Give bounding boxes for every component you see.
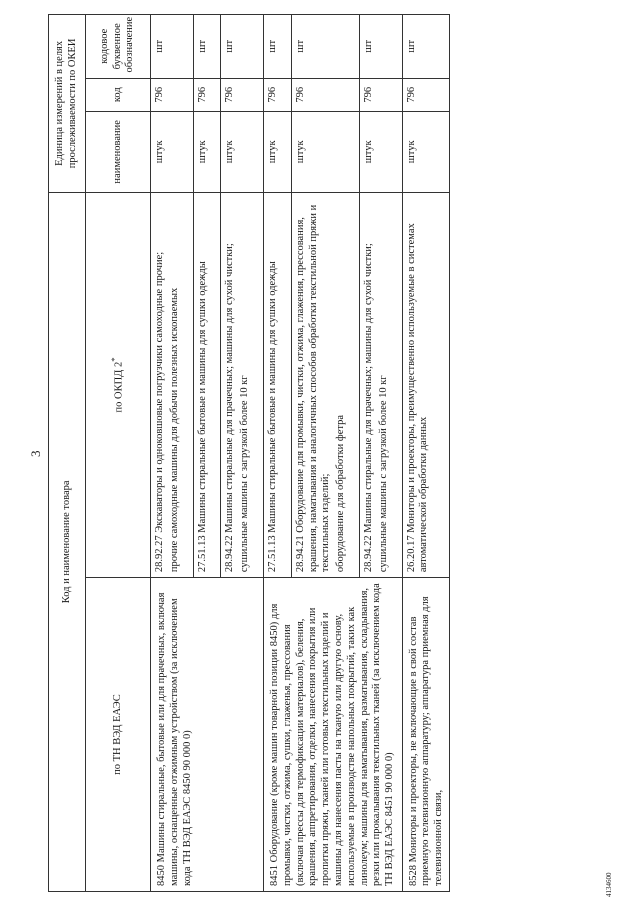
unit-code-cell: 796 bbox=[402, 78, 449, 111]
header-unit-letter: кодовое буквенное обозначение bbox=[86, 15, 151, 79]
unit-letter-cell: шт bbox=[263, 15, 291, 79]
okpd-line: 28.94.21 Оборудование для промывки, чистки, отжима, глажения, прессования, крашения, наматывания и аналогичных способов обработки текстильной пряжи и текстильных изделий; bbox=[294, 204, 332, 573]
tn-ved-cell: 8451 Оборудование (кроме машин товарной позиции 8450) для промывки, чистки, отжима, сушки, глаженья, прессования (включая прессы для термофиксации материалов), беления, крашения, аппретирования, отделки, нанесения покрытия или пропитки пряжи, тканей или готовых текстильных изделий и машины для нанесения пасты на тканую или другую основу, используемые в производстве напольных покрытий, таких как линолеум; машины для наматывания, разматывания, складывания, резки или прокалывания текстильных тканей (за исключением кода ТН ВЭД ЕАЭС 8451 90 000 0) bbox=[263, 578, 402, 892]
goods-table bbox=[48, 14, 450, 892]
okpd-spacer bbox=[184, 198, 190, 572]
okpd-cell bbox=[193, 192, 221, 577]
unit-letter-cell: шт bbox=[221, 15, 264, 79]
unit-name-cell: штук bbox=[193, 111, 221, 192]
okpd-line: оборудование для обработки фетра bbox=[335, 414, 347, 573]
unit-name-cell: штук bbox=[291, 111, 359, 192]
okpd-cell bbox=[221, 192, 264, 577]
okpd-line: 28.94.22 Машины стиральные для прачечных; машины для сухой чистки; bbox=[362, 243, 374, 573]
header-unit-name: наименование bbox=[86, 111, 151, 192]
header-unit-code: код bbox=[86, 78, 151, 111]
unit-letter-cell: шт bbox=[402, 15, 449, 79]
okpd-spacer bbox=[350, 198, 356, 572]
page-number: 3 bbox=[28, 450, 43, 457]
okpd-cell bbox=[402, 192, 449, 577]
unit-letter-cell: шт bbox=[193, 15, 221, 79]
okpd-spacer bbox=[211, 198, 217, 572]
header-unit-group: Единица измерений в целях прослеживаемости по ОКЕИ bbox=[49, 15, 86, 193]
okpd-cell bbox=[151, 192, 194, 577]
table-row bbox=[263, 15, 291, 892]
okpd-line: 26.20.17 Мониторы и проекторы, преимущественно используемые в системах автоматической обработки данных bbox=[405, 223, 430, 573]
header-code-and-name: Код и наименование товара bbox=[49, 192, 86, 891]
okpd-line: сушильные машины с загрузкой более 10 кг bbox=[377, 375, 389, 573]
header-okpd-footnote-mark: * bbox=[109, 357, 120, 362]
tn-ved-cell: 8450 Машины стиральные, бытовые или для прачечных, включая машины, оснащенные отжимным устройством (за исключением кода ТН ВЭД ЕАЭС 8450 90 000 0) bbox=[151, 578, 264, 892]
table-row bbox=[402, 15, 449, 892]
okpd-line: 27.51.13 Машины стиральные бытовые и машины для сушки одежды bbox=[266, 261, 278, 573]
okpd-line: сушильные машины с загрузкой более 10 кг bbox=[239, 375, 251, 573]
unit-letter-cell: шт bbox=[291, 15, 359, 79]
okpd-line: 27.51.13 Машины стиральные бытовые и машины для сушки одежды bbox=[196, 261, 208, 573]
unit-name-cell: штук bbox=[402, 111, 449, 192]
unit-code-cell: 796 bbox=[263, 78, 291, 111]
okpd-spacer bbox=[254, 198, 260, 572]
okpd-spacer bbox=[433, 198, 439, 572]
unit-code-cell: 796 bbox=[151, 78, 194, 111]
unit-letter-cell: шт bbox=[151, 15, 194, 79]
unit-name-cell: штук bbox=[263, 111, 291, 192]
unit-letter-cell: шт bbox=[359, 15, 402, 79]
unit-code-cell: 796 bbox=[221, 78, 264, 111]
okpd-line: прочие самоходные машины для добычи полезных ископаемых bbox=[168, 287, 180, 573]
unit-name-cell: штук bbox=[151, 111, 194, 192]
unit-name-cell: штук bbox=[359, 111, 402, 192]
header-okpd bbox=[86, 192, 151, 577]
okpd-cell bbox=[359, 192, 402, 577]
header-okpd-text: по ОКПД 2 bbox=[113, 361, 125, 413]
table-body bbox=[151, 15, 450, 892]
okpd-line: 28.94.22 Машины стиральные для прачечных; машины для сухой чистки; bbox=[224, 243, 236, 573]
table-row bbox=[151, 15, 194, 892]
okpd-spacer bbox=[282, 198, 288, 572]
okpd-line: 28.92.27 Экскаваторы и одноковшовые погрузчики самоходные прочие; bbox=[154, 251, 165, 573]
header-tn-ved: по ТН ВЭД ЕАЭС bbox=[86, 578, 151, 892]
unit-code-cell: 796 bbox=[291, 78, 359, 111]
unit-code-cell: 796 bbox=[193, 78, 221, 111]
unit-name-cell: штук bbox=[221, 111, 264, 192]
okpd-spacer bbox=[393, 198, 399, 572]
tn-ved-cell: 8528 Мониторы и проекторы, не включающие в свой состав приемную телевизионную аппаратуру; аппаратура приемная для телевизионной связи, bbox=[402, 578, 449, 892]
unit-code-cell: 796 bbox=[359, 78, 402, 111]
okpd-cell bbox=[263, 192, 291, 577]
document-code: 4134600 bbox=[605, 872, 613, 897]
okpd-cell bbox=[291, 192, 359, 577]
